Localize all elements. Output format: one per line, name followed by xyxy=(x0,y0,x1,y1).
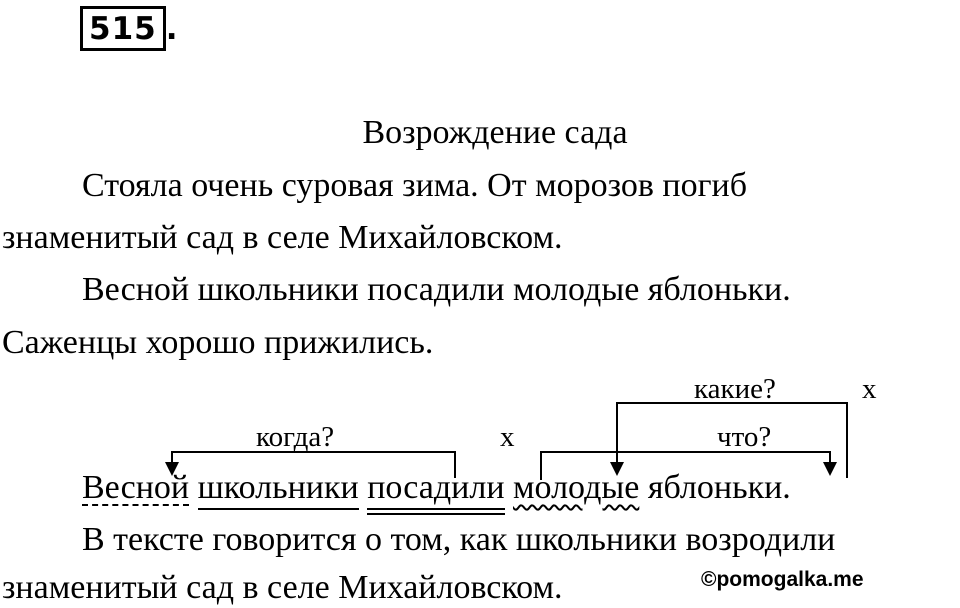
exercise-number-dot: . xyxy=(165,11,179,47)
conclusion-line-2: знаменитый сад в селе Михайловском. xyxy=(2,569,563,606)
question-chto: что? xyxy=(717,421,772,453)
no-question-mark-1: x xyxy=(862,373,877,405)
word-shkolniki-subject: школьники xyxy=(198,468,359,510)
text-title: Возрождение сада xyxy=(362,114,628,151)
paragraph-1-line-2: знаменитый сад в селе Михайловском. xyxy=(2,219,563,256)
word-yablonki: яблоньки. xyxy=(647,469,791,506)
paragraph-2-line-2: Саженцы хорошо прижились. xyxy=(2,324,434,361)
word-posadili-predicate: посадили xyxy=(367,468,504,510)
exercise-number: 515 xyxy=(80,6,166,51)
question-kogda: когда? xyxy=(256,421,335,453)
conclusion-line-1: В тексте говорится о том, как школьники возродили xyxy=(82,521,836,558)
question-kakie: какие? xyxy=(694,373,776,405)
word-vesnoy: Весной xyxy=(82,469,190,506)
paragraph-2-line-1: Весной школьники посадили молодые яблоньки. xyxy=(82,271,791,308)
word-molodye: молодые xyxy=(513,469,640,506)
watermark-text: ©pomogalka.me xyxy=(701,568,864,591)
paragraph-1-line-1: Стояла очень суровая зима. От морозов погиб xyxy=(82,167,748,204)
arrow-chto-head xyxy=(823,462,837,476)
no-question-mark-2: x xyxy=(500,421,515,453)
parsed-sentence xyxy=(82,468,791,510)
arrow-kakie-line xyxy=(617,403,847,478)
